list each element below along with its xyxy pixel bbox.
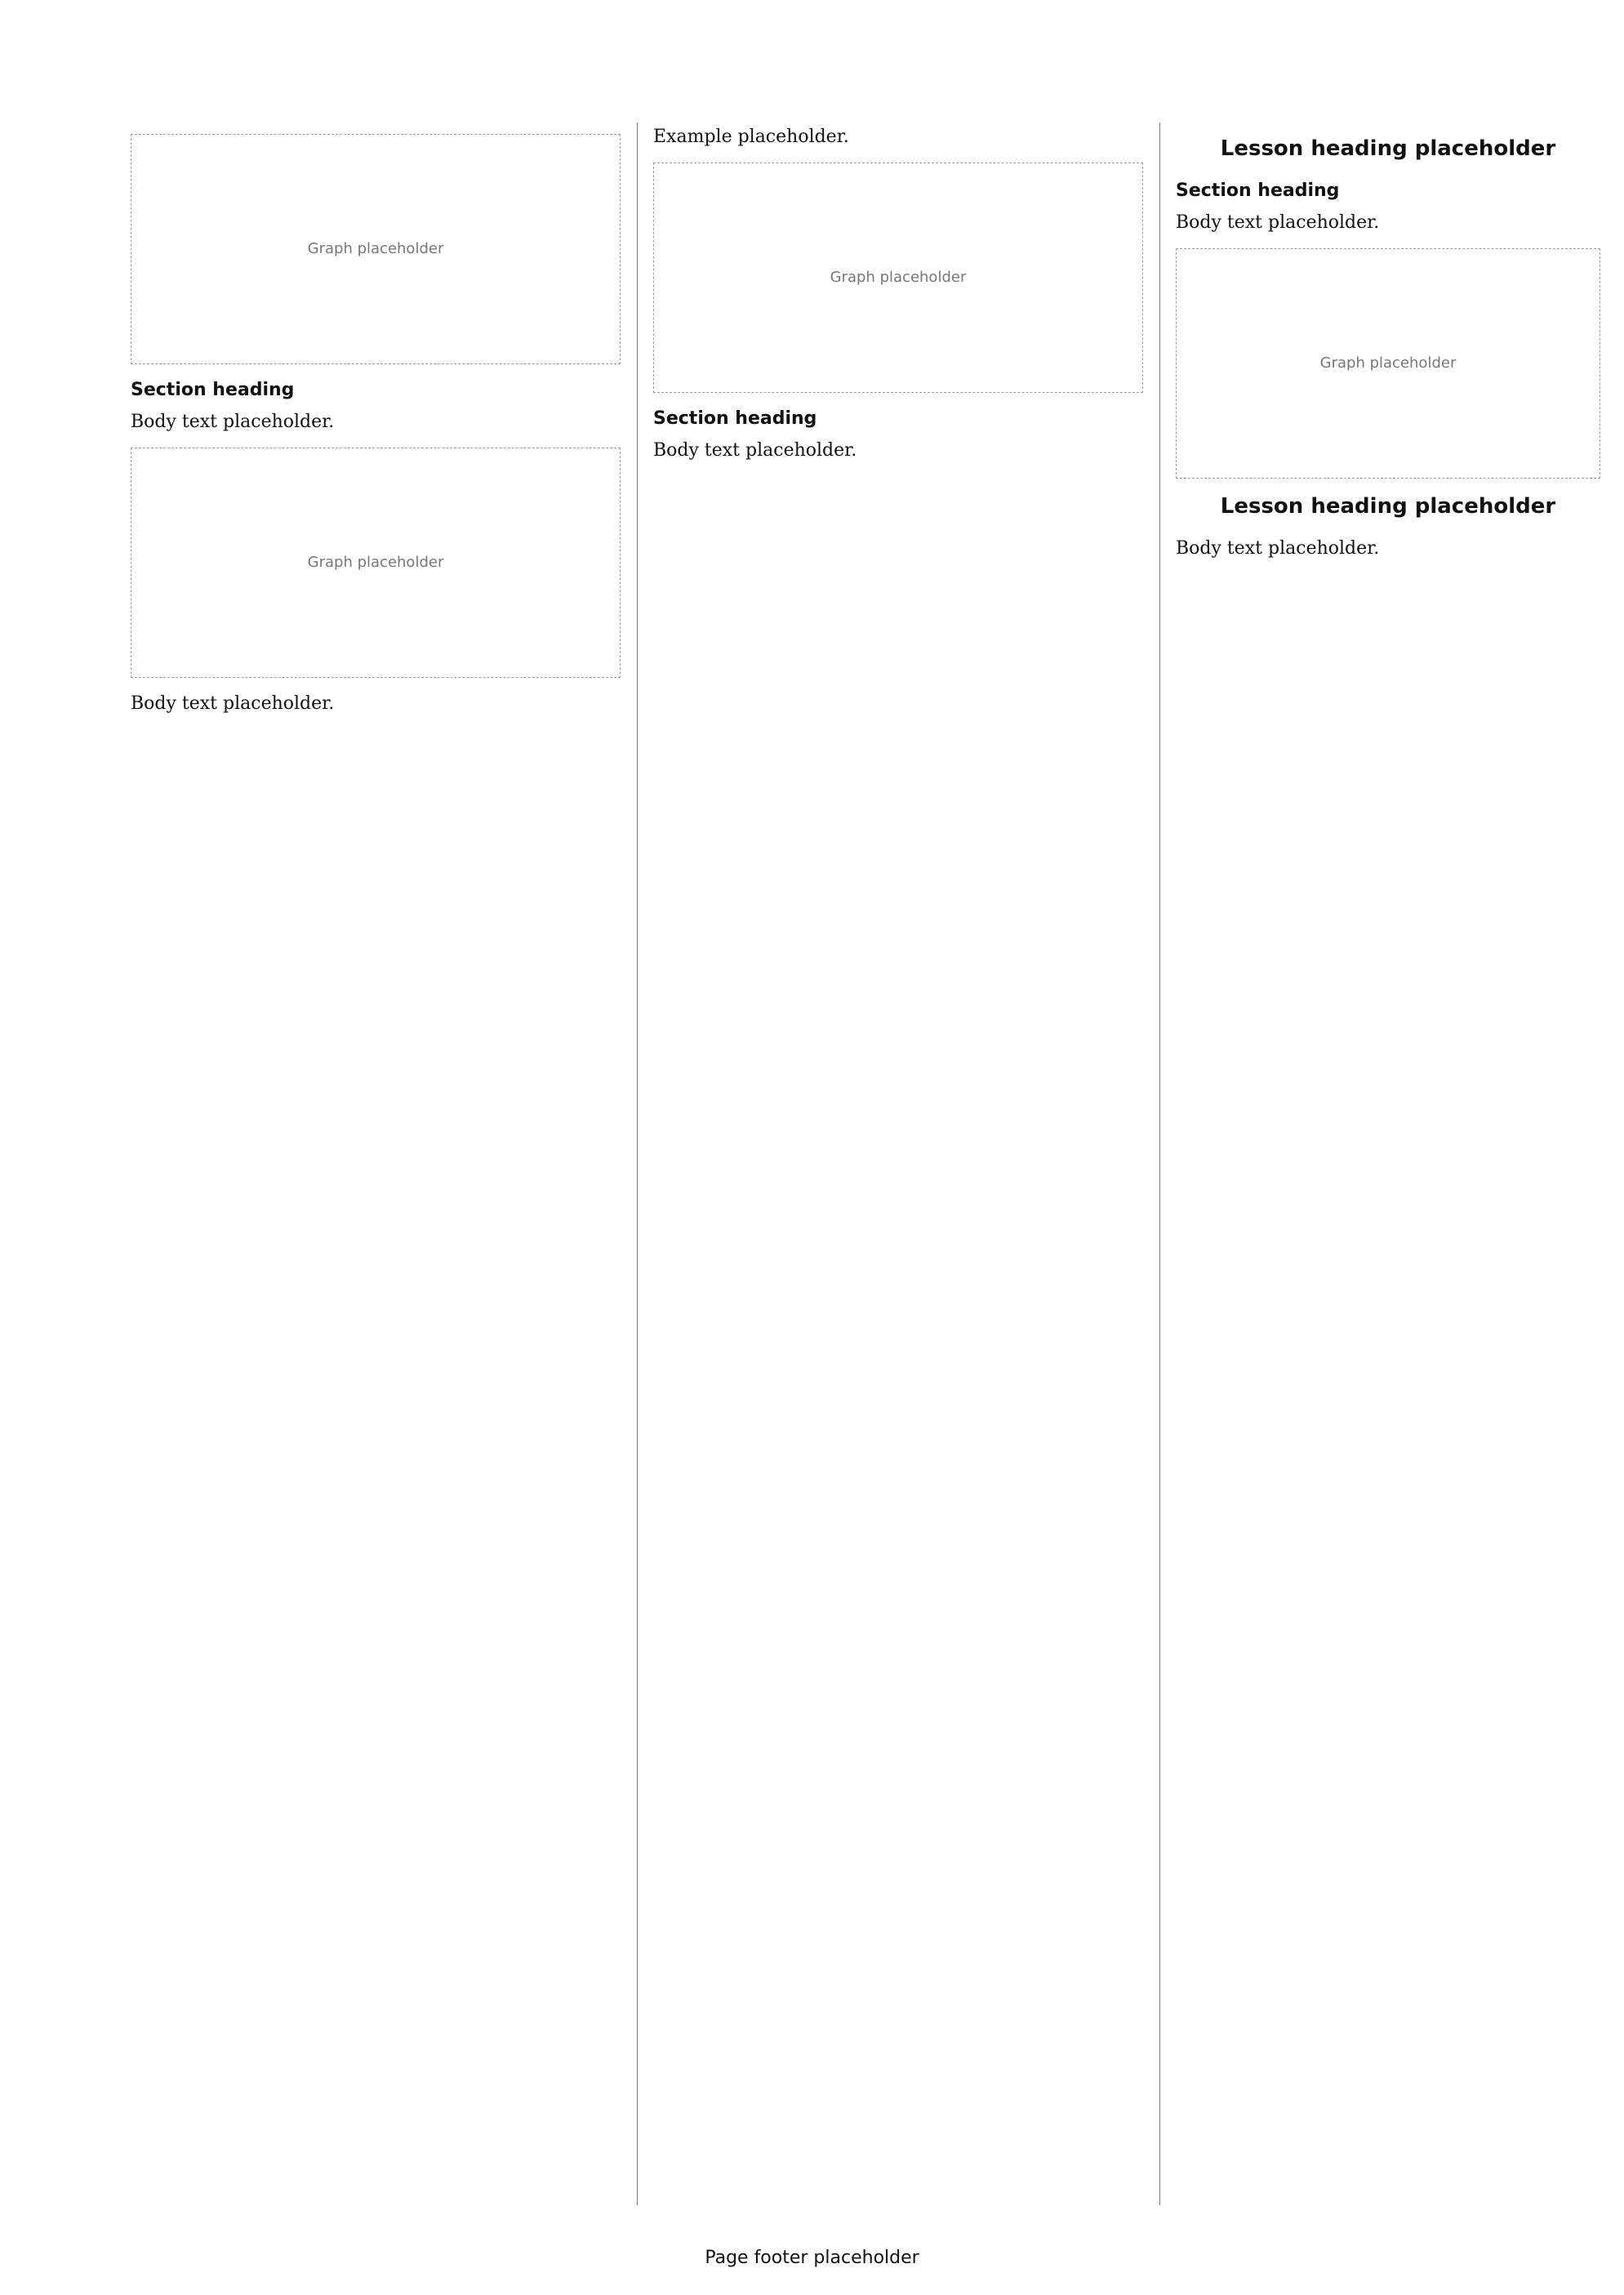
lesson-heading: Lesson heading placeholder (1220, 493, 1556, 519)
graph-figure: Graph placeholder (653, 163, 1143, 393)
lesson-heading: Lesson heading placeholder (1220, 136, 1556, 161)
section-heading: Section heading (653, 408, 817, 430)
answer-text: Body text placeholder. (131, 412, 335, 433)
graph-figure: Graph placeholder (131, 134, 621, 364)
section-heading: Section heading (131, 380, 295, 400)
section-heading: Section heading (1176, 180, 1340, 201)
column-1 (131, 123, 621, 724)
page-footer: Page footer placeholder (705, 2248, 919, 2268)
answer-text: Body text placeholder. (1176, 537, 1380, 559)
column-divider (1159, 123, 1160, 2205)
graph-figure: Graph placeholder (1176, 248, 1600, 479)
answer-text: Body text placeholder. (653, 440, 857, 461)
column-3 (1176, 123, 1600, 568)
answer-text: Example placeholder. (653, 127, 849, 147)
answer-text: Body text placeholder. (1176, 212, 1380, 233)
column-2 (653, 123, 1143, 470)
column-divider (637, 123, 638, 2205)
answer-text: Body text placeholder. (131, 693, 335, 715)
graph-figure: Graph placeholder (131, 448, 621, 678)
